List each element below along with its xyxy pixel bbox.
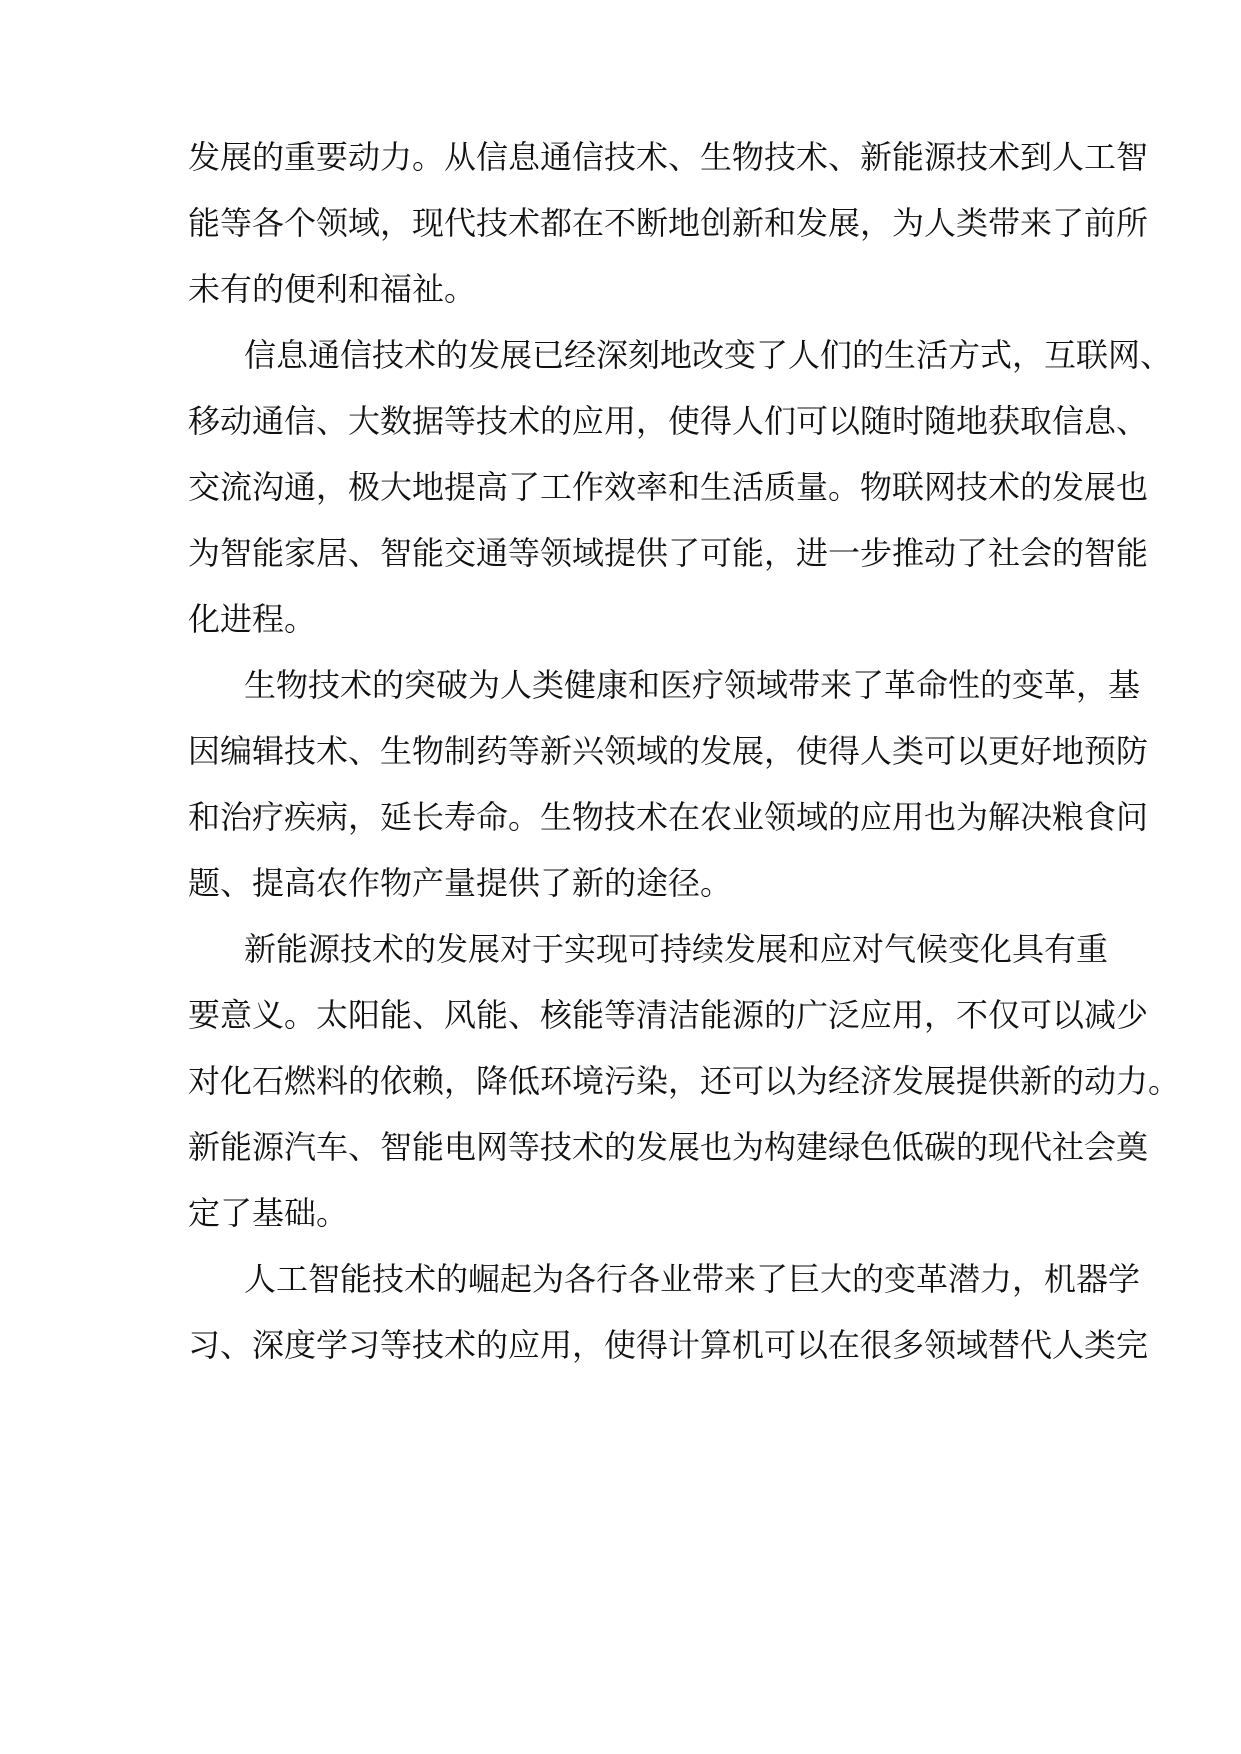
text-line: 交流沟通，极大地提高了工作效率和生活质量。物联网技术的发展也: [188, 468, 1149, 506]
text-line: 发展的重要动力。从信息通信技术、生物技术、新能源技术到人工智: [188, 138, 1149, 176]
text-line: 和治疗疾病，延长寿命。生物技术在农业领域的应用也为解决粮食问: [188, 798, 1149, 836]
paragraph-first-line: 新能源技术的发展对于实现可持续发展和应对气候变化具有重: [244, 930, 1109, 968]
text-line: 移动通信、大数据等技术的应用，使得人们可以随时随地获取信息、: [188, 402, 1149, 440]
text-line: 习、深度学习等技术的应用，使得计算机可以在很多领域替代人类完: [188, 1326, 1149, 1364]
text-line: 能等各个领域，现代技术都在不断地创新和发展，为人类带来了前所: [188, 204, 1149, 242]
text-line: 对化石燃料的依赖，降低环境污染，还可以为经济发展提供新的动力。: [188, 1062, 1181, 1100]
paragraph-first-line: 信息通信技术的发展已经深刻地改变了人们的生活方式，互联网、: [244, 336, 1173, 374]
paragraph-first-line: 生物技术的突破为人类健康和医疗领域带来了革命性的变革，基: [244, 666, 1141, 704]
text-line: 要意义。太阳能、风能、核能等清洁能源的广泛应用，不仅可以减少: [188, 996, 1149, 1034]
paragraph-first-line: 人工智能技术的崛起为各行各业带来了巨大的变革潜力，机器学: [244, 1260, 1141, 1298]
text-line: 定了基础。: [188, 1194, 349, 1232]
text-line: 未有的便利和福祉。: [188, 270, 477, 308]
text-line: 新能源汽车、智能电网等技术的发展也为构建绿色低碳的现代社会奠: [188, 1128, 1149, 1166]
text-line: 为智能家居、智能交通等领域提供了可能，进一步推动了社会的智能: [188, 534, 1149, 572]
text-line: 因编辑技术、生物制药等新兴领域的发展，使得人类可以更好地预防: [188, 732, 1149, 770]
text-line: 化进程。: [188, 600, 317, 638]
text-line: 题、提高农作物产量提供了新的途径。: [188, 864, 733, 902]
